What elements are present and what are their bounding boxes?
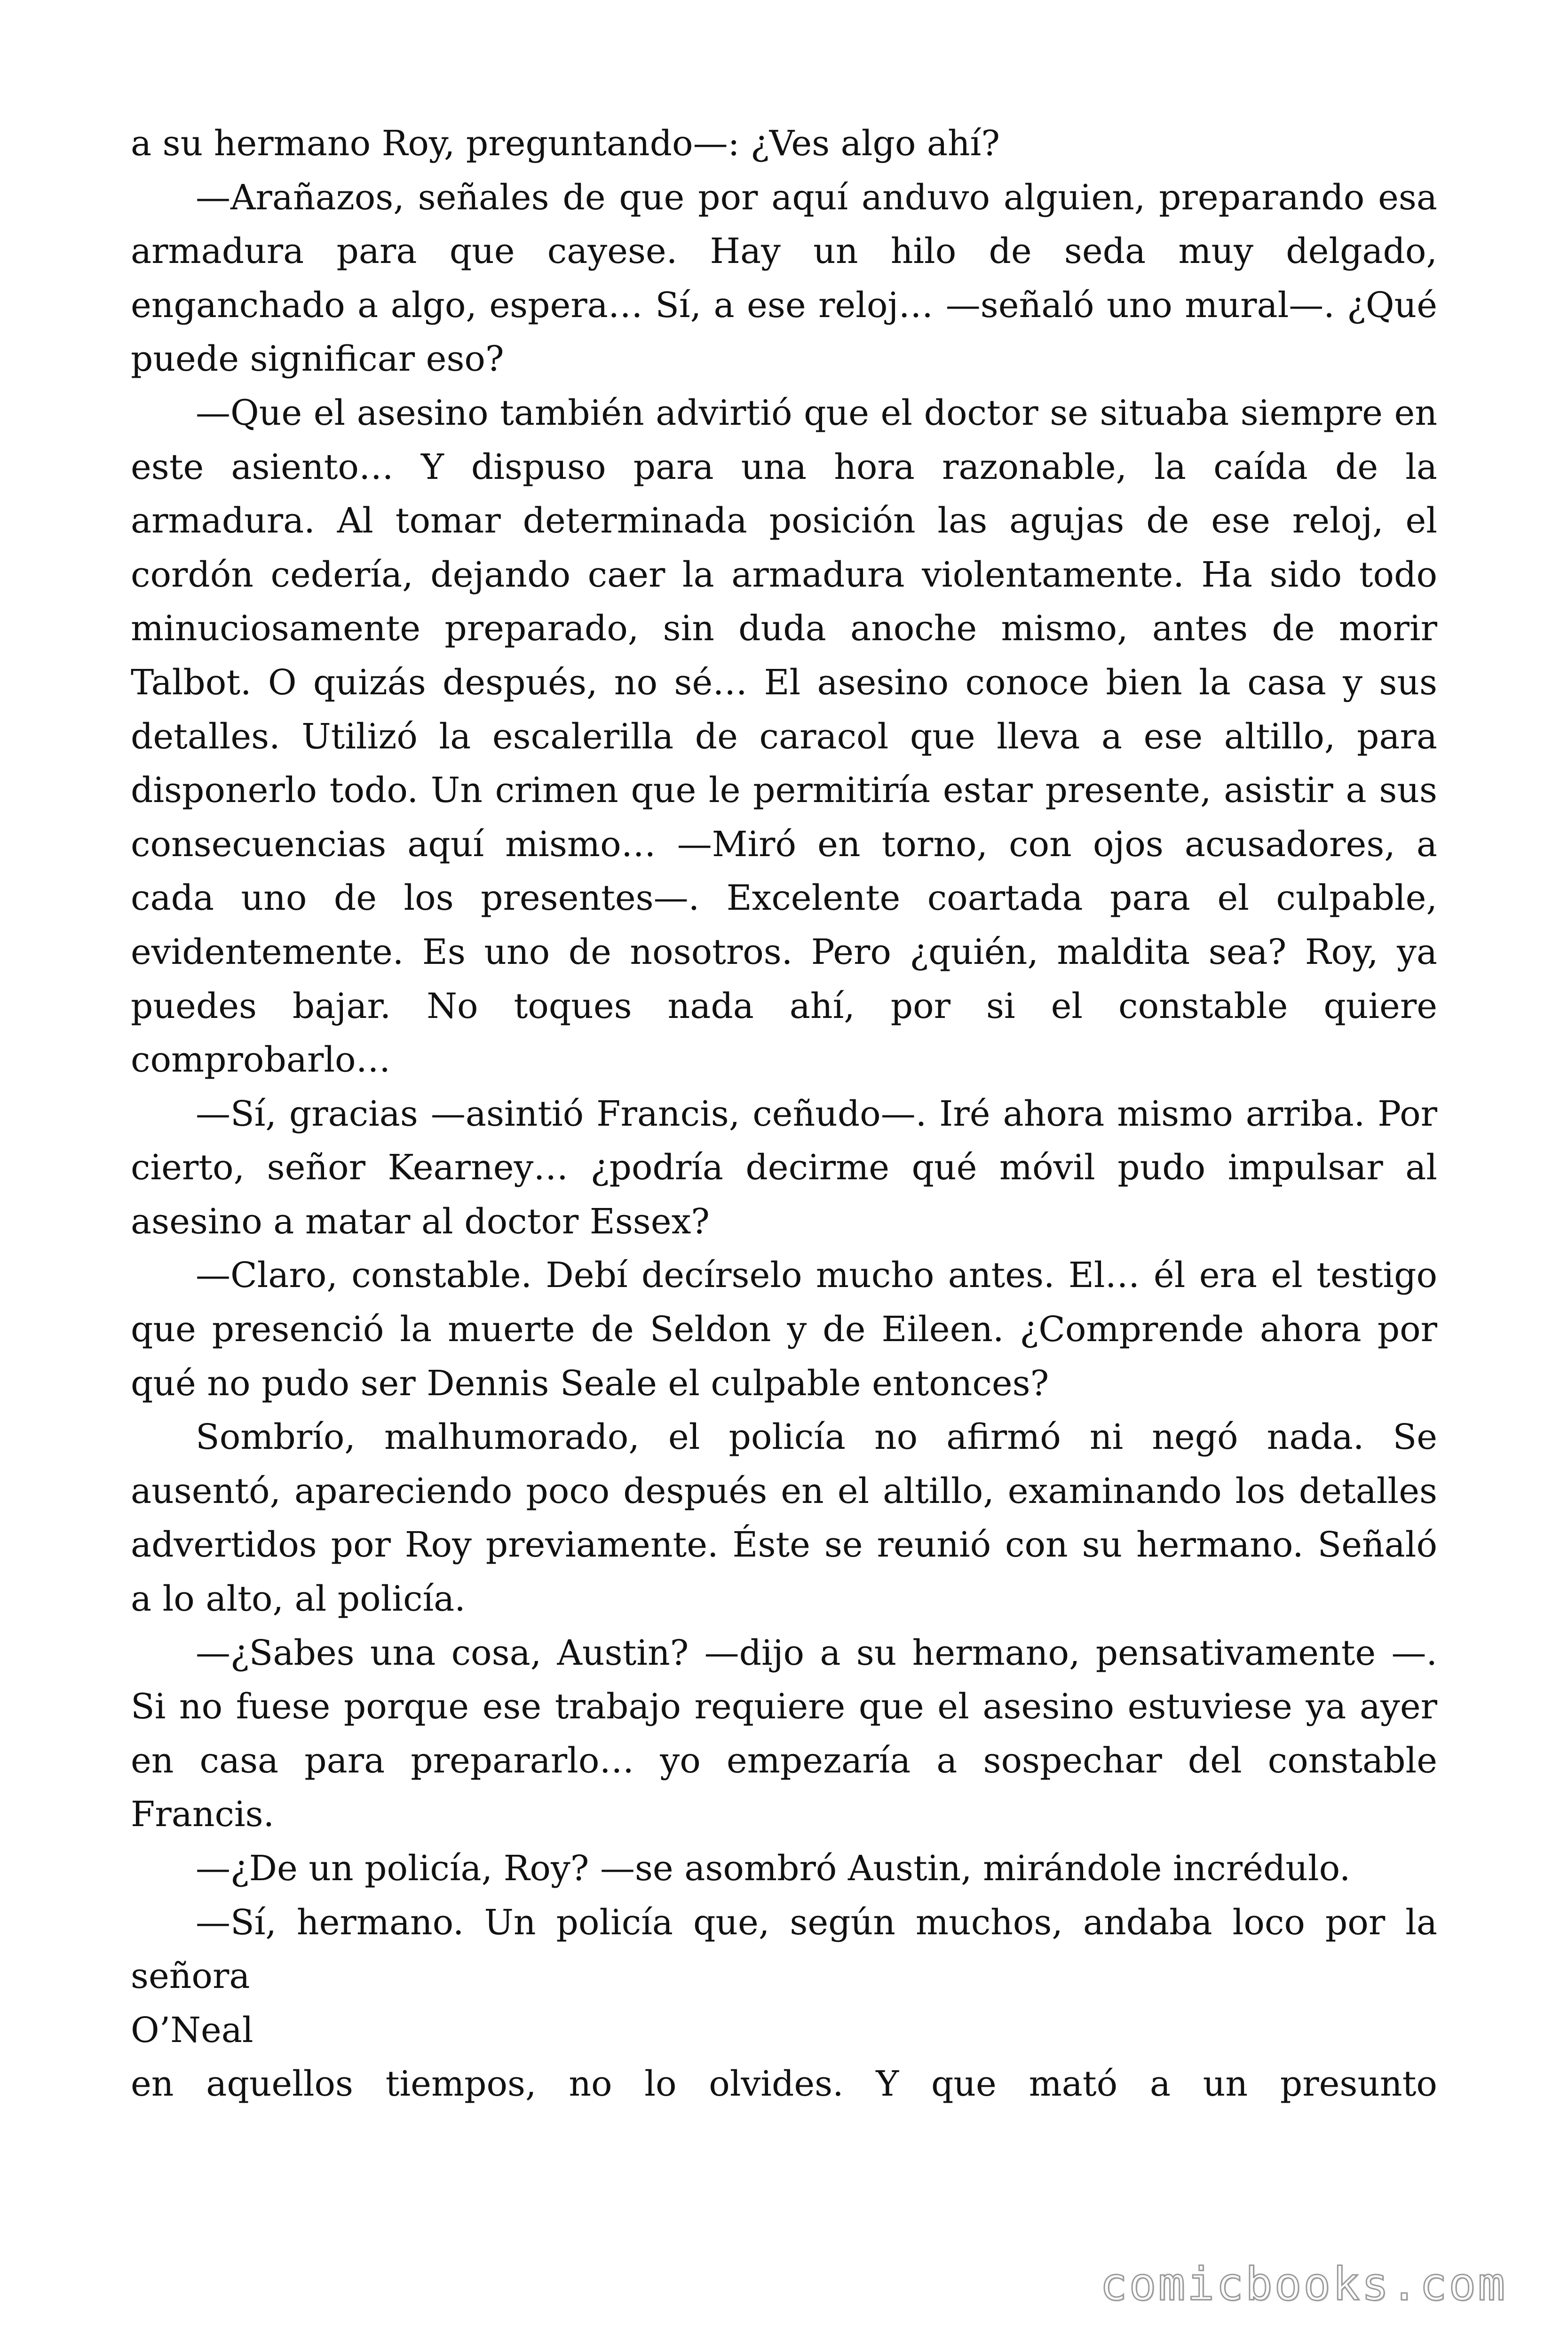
paragraph-4: —Sí, gracias —asintió Francis, ceñudo—. Iré ahora mismo arriba. Por cierto, señor Kearney… ¿podría decirme qué móvil pudo impulsar al asesino a matar al doctor Essex? bbox=[131, 1093, 1437, 1242]
paragraph-1: a su hermano Roy, preguntando—: ¿Ves algo ahí? bbox=[131, 123, 1000, 164]
paragraph-8: —¿De un policía, Roy? —se asombró Austin, mirándole incrédulo. bbox=[196, 1848, 1351, 1889]
watermark-logo: comicbooks.com bbox=[1100, 2258, 1507, 2311]
paragraph-2: —Arañazos, señales de que por aquí anduvo alguien, preparando esa armadura para que cayese. Hay un hilo de seda muy delgado, enganchado a algo, espera… Sí, a ese reloj… —señaló uno mural—. ¿Qué puede significar eso? bbox=[131, 177, 1437, 380]
paragraph-9: —Sí, hermano. Un policía que, según muchos, andaba loco por la señora bbox=[131, 1902, 1437, 1997]
paragraph-3: —Que el asesino también advirtió que el doctor se situaba siempre en este asiento… Y dispuso para una hora razonable, la caída de la armadura. Al tomar determinada posición las agujas de ese reloj, el cordón cedería, dejando caer la armadura violentamente. Ha sido todo minuciosamente preparado, sin duda anoche mismo, antes de morir Talbot. O quizás después, no sé… El asesino conoce bien la casa y sus detalles. Utilizó la escalerilla de caracol que lleva a ese altillo, para disponerlo todo. Un crimen que le permitiría estar presente, asistir a sus consecuencias aquí mismo… —Miró en torno, con ojos acusadores, a cada uno de los presentes—. Excelente coartada para el culpable, evidentemente. Es uno de nosotros. Pero ¿quién, maldita sea? Roy, ya puedes bajar. No toques nada ahí, por si el constable quiere comprobarlo… bbox=[131, 392, 1437, 1081]
paragraph-10: O’Neal bbox=[131, 2010, 253, 2050]
paragraph-11: en aquellos tiempos, no lo olvides. Y que mató a un presunto bbox=[131, 2064, 1437, 2105]
body-text bbox=[131, 117, 1437, 2111]
paragraph-7: —¿Sabes una cosa, Austin? —dijo a su hermano, pensativamente —. Si no fuese porque ese trabajo requiere que el asesino estuviese ya ayer en casa para prepararlo… yo empezaría a sospechar del constable Francis. bbox=[131, 1632, 1437, 1835]
paragraph-5: —Claro, constable. Debí decírselo mucho antes. El… él era el testigo que presenció la muerte de Seldon y de Eileen. ¿Comprende ahora por qué no pudo ser Dennis Seale el culpable entonces? bbox=[131, 1255, 1437, 1404]
paragraph-6: Sombrío, malhumorado, el policía no afirmó ni negó nada. Se ausentó, apareciendo poco después en el altillo, examinando los detalles advertidos por Roy previamente. Éste se reunió con su hermano. Señaló a lo alto, al policía. bbox=[131, 1417, 1437, 1620]
